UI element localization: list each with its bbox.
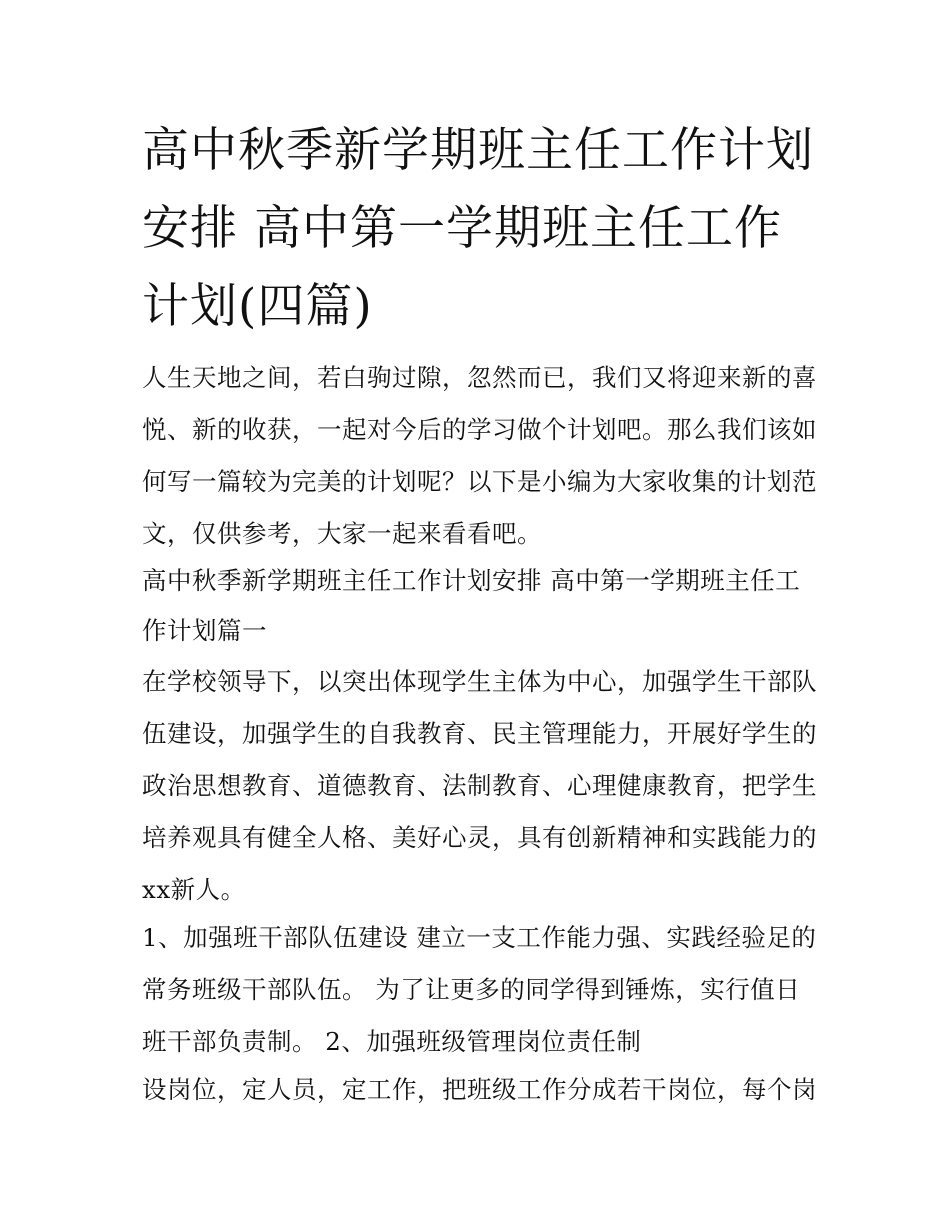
body-paragraph-2: 设岗位，定人员，定工作，把班级工作分成若干岗位，每个岗	[142, 1075, 817, 1104]
document-title: 高中秋季新学期班主任工作计划安排 高中第一学期班主任工作计划(四篇)	[142, 123, 814, 334]
list-item-paragraph: 1、加强班干部队伍建设 建立一支工作能力强、实践经验足的常务班级干部队伍。 为了让更多的同学得到锤炼，实行值日班干部负责制。 2、加强班级管理岗位责任制	[142, 923, 817, 1056]
body-paragraph-1: 在学校领导下，以突出体现学生主体为中心，加强学生干部队伍建设，加强学生的自我教育、民主管理能力，开展好学生的政治思想教育、道德教育、法制教育、心理健康教育，把学生培养观具有健全人格、美好心灵，具有创新精神和实践能力的xx新人。	[142, 667, 817, 904]
intro-paragraph: 人生天地之间，若白驹过隙，忽然而已，我们又将迎来新的喜悦、新的收获，一起对今后的学习做个计划吧。那么我们该如何写一篇较为完美的计划呢？以下是小编为大家收集的计划范文，仅供参考，大家一起来看看吧。	[142, 363, 817, 548]
section-heading: 高中秋季新学期班主任工作计划安排 高中第一学期班主任工作计划篇一	[142, 566, 801, 645]
